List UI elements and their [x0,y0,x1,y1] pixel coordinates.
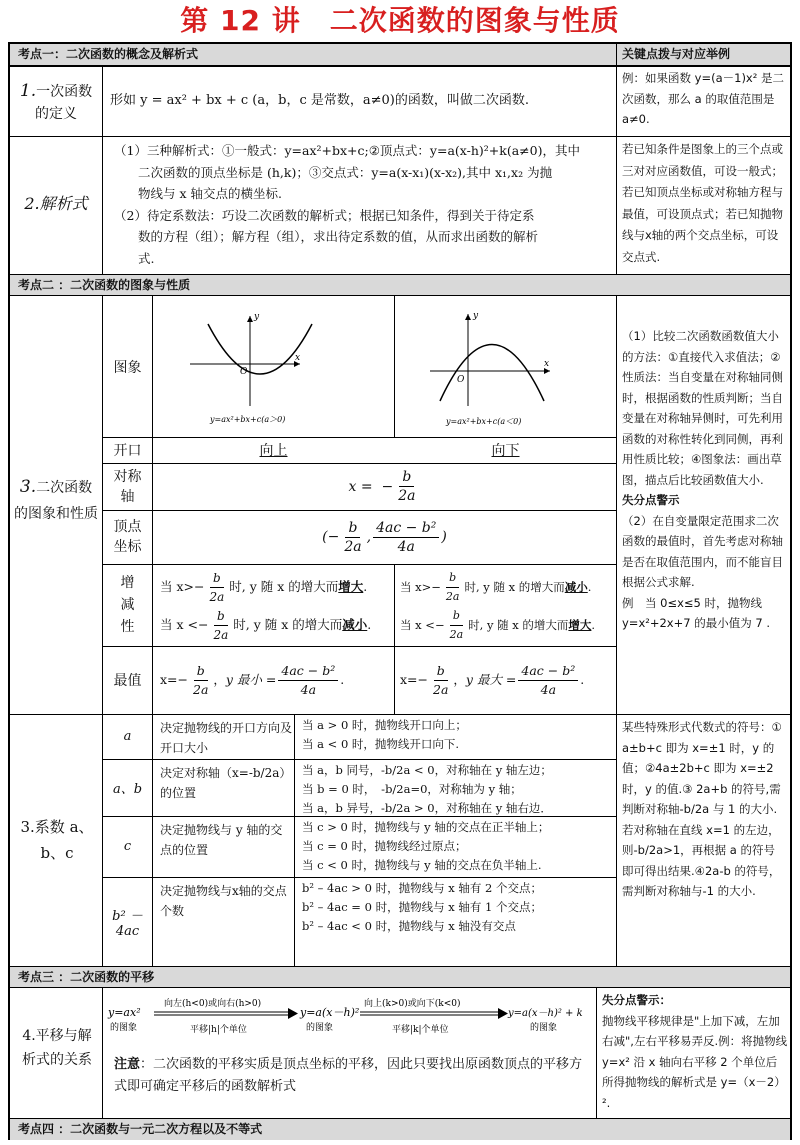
page-title: 第 12 讲 二次函数的图象与性质 [180,4,620,37]
expression-text: （1）三种解析式：①一般式：y=ax²+bx+c;②顶点式：y=a(x-h)²+k(a≠0)，其中 二次函数的顶点坐标是 (h,k)；③交点式：y=a(x-x₁)(x-x₂),其中 x₁,x₂ 为抛 物线与 x 轴交点的横坐标. （2）待定系数法：巧设二次函数的解析式；根据已知条件，得到关于待定系 数的方程（组）；解方程（组），求出待定系数的值，从而求出函数的解析 式. [114,143,580,266]
key-points-header: 关键点拨与对应举例 [622,47,731,61]
formula-base: y=ax² [108,1006,141,1019]
parabola-down-graph [410,306,610,436]
axis-formula: x = − $\frac{b}{2a}$ [348,469,416,504]
graph-down-caption: y=ax²+bx+c(a＜0) [446,417,522,426]
coef-symbol: c [123,839,132,854]
graph-up-caption: y=ax²+bx+c(a＞0) [210,415,286,424]
compare-tips: （1）比较二次函数函数值大小的方法：①直接代入求值法；②性质法：当自变量在对称轴同侧时，根据函数的性质判断；当自变量在对称轴异侧时，可先利用函数的对称性转化到同侧，再利用性质比较；④图象法：画出草图，描点后比较函数值大小. 失分点警示 （2）在自变量限定范围求二次函数的最值时，首先考虑对称轴是否在取值范围内，而不能盲目根据公式求解. 例 当 0≤x≤5 时，抛物线 y=x²+2x+7 的最小值为 7 . [622,329,783,630]
formula-final-sub: 的图象 [530,1023,558,1033]
coef-description: 决定抛物线的开口方向及开口大小 [160,721,293,755]
header-monotonicity: 增减性 [120,575,135,635]
arrow2-bottom: 平移|k|个单位 [392,1025,449,1035]
svg-text:x: x [295,353,301,363]
coef-rule: b² – 4ac > 0 时，抛物线与 x 轴有 2 个交点； b² – 4ac = 0 时，抛物线与 x 轴有 1 个交点； b² – 4ac < 0 时，抛物线与 x 轴没有交点 [302,881,542,933]
section-title: 考点四 ：二次函数与一元二次方程以及不等式 [18,1122,263,1136]
coef-description: 决定抛物线与 y 轴的交点的位置 [160,823,283,857]
coef-description: 决定对称轴（x=-b/2a）的位置 [160,766,292,800]
summary-table [8,42,792,1140]
coef-rule: 当 a，b 同号，-b/2a < 0，对称轴在 y 轴左边； 当 b = 0 时， -b/2a=0，对称轴为 y 轴； 当 a，b 异号，-b/2a > 0，对称轴在 y 轴右边． [302,763,552,815]
translation-tips: 失分点警示： 抛物线平移规律是"上加下减，左加右减",左右平移易弄反.例：将抛物线 y=x² 沿 x 轴向右平移 2 个单位后所得抛物线的解析式是 y=（x－2）². [602,993,788,1110]
header-axis: 对称轴 [113,468,142,505]
section-title: 考点一：二次函数的概念及解析式 [18,47,199,61]
open-down-text: 向下 [491,443,520,459]
max-value: x=− $\frac{b}{2a}$ ， y 最大 = $\frac{\text{4ac − b²}}{4a}$ . [400,662,585,697]
min-value: x=− $\frac{b}{2a}$ ， y 最小 = $\frac{\text{4ac − b²}}{4a}$ . [160,662,345,697]
row-label-graph-properties: 3.二次函数的图象和性质 [14,477,98,522]
coef-symbol: a [123,729,132,744]
vertex-formula: (− $\frac{b}{2a}$ , $\frac{\text{4ac − b²}}{4a}$ ) [322,519,447,555]
mono-down-line1: 当 x> − $\frac{b}{2a}$ 时, y 随 x 的增大而 减小 . [400,570,592,603]
arrow2-top: 向上(k>0)或向下(k<0) [364,999,461,1009]
svg-text:O: O [457,375,465,385]
header-extreme: 最值 [113,673,142,689]
coef-rule: 当 a > 0 时，抛物线开口向上； 当 a < 0 时，抛物线开口向下. [302,718,467,751]
translation-note: 注意：二次函数的平移实质是顶点坐标的平移，因此只要找出原函数顶点的平移方式即可确定平移后的函数解析式 [114,1057,583,1094]
header-image: 图象 [113,359,142,376]
open-up-text: 向上 [259,443,288,459]
row-label-translation: 4.平移与解析式的关系 [22,1028,92,1068]
coef-symbol: b² －4ac [112,908,143,939]
header-vertex: 顶点坐标 [113,519,142,555]
coef-description: 决定抛物线与x轴的交点个数 [160,884,287,918]
formula-base-sub: 的图象 [110,1023,138,1033]
parabola-up-graph [170,306,380,436]
coef-rule: 当 c > 0 时，抛物线与 y 轴的交点在正半轴上； 当 c = 0 时，抛物线经过原点； 当 c < 0 时，抛物线与 y 轴的交点在负半轴上. [302,820,550,872]
formula-mid: y=a(x－h)² [300,1006,360,1019]
section-header-4 [10,1118,790,1140]
svg-text:x: x [544,359,550,369]
mono-up-line2: 当 x < − $\frac{b}{2a}$ 时, y 随 x 的增大而 减小 . [160,608,372,642]
translation-diagram [106,992,594,1048]
sign-tips: 某些特殊形式代数式的符号：① a±b+c 即为 x=±1 时，y 的值；②4a±2b+c 即为 x=±2 时，y 的值.③ 2a+b 的符号,需判断对称轴-b/2a 与 1 的大小.若对称轴在直线 x=1 的左边，则-b/2a>1，再根据 a 的符号即可得出结果.④2a-b 的符号，需判断对称轴与-1 的大小. [622,720,782,898]
mono-down-line2: 当 x < − $\frac{b}{2a}$ 时, y 随 x 的增大而 增大 . [400,608,596,641]
section-title: 考点三 ：二次函数的平移 [18,970,155,984]
formula-final: y=a(x－h)² + k [508,1008,583,1019]
arrow1-bottom: 平移|h|个单位 [190,1025,247,1035]
expression-tips: 若已知条件是图象上的三个点或三对对应函数值，可设一般式；若已知顶点坐标或对称轴方程与最值，可设顶点式；若已知抛物线与x轴的两个交点坐标，可设交点式. [622,142,783,264]
arrow1-top: 向左(h<0)或向右(h>0) [164,999,262,1009]
formula-mid-sub: 的图象 [306,1023,334,1033]
svg-text:y: y [473,311,479,321]
row-label-definition: 1.一次函数的定义 [19,81,93,122]
svg-text:O: O [240,367,248,377]
row-label-expression: 2.解析式 [24,194,88,213]
section-header-3 [10,966,790,988]
definition-example: 例：如果函数 y=(a－1)x² 是二次函数，那么 a 的取值范围是 a≠0. [622,71,785,126]
section-title: 考点二 ：二次函数的图象与性质 [18,278,191,292]
coef-symbol: a、b [112,782,143,797]
row-label-coefficients: 3.系数 a、b、c [20,818,94,862]
section-header-2 [10,274,790,296]
svg-text:y: y [254,312,260,322]
header-open: 开口 [113,443,142,459]
definition-text: 形如 y = ax² + bx + c (a，b，c 是常数，a≠0)的函数，叫做二次函数. [110,93,529,108]
mono-up-line1: 当 x> − $\frac{b}{2a}$ 时, y 随 x 的增大而 增大 . [160,570,368,604]
